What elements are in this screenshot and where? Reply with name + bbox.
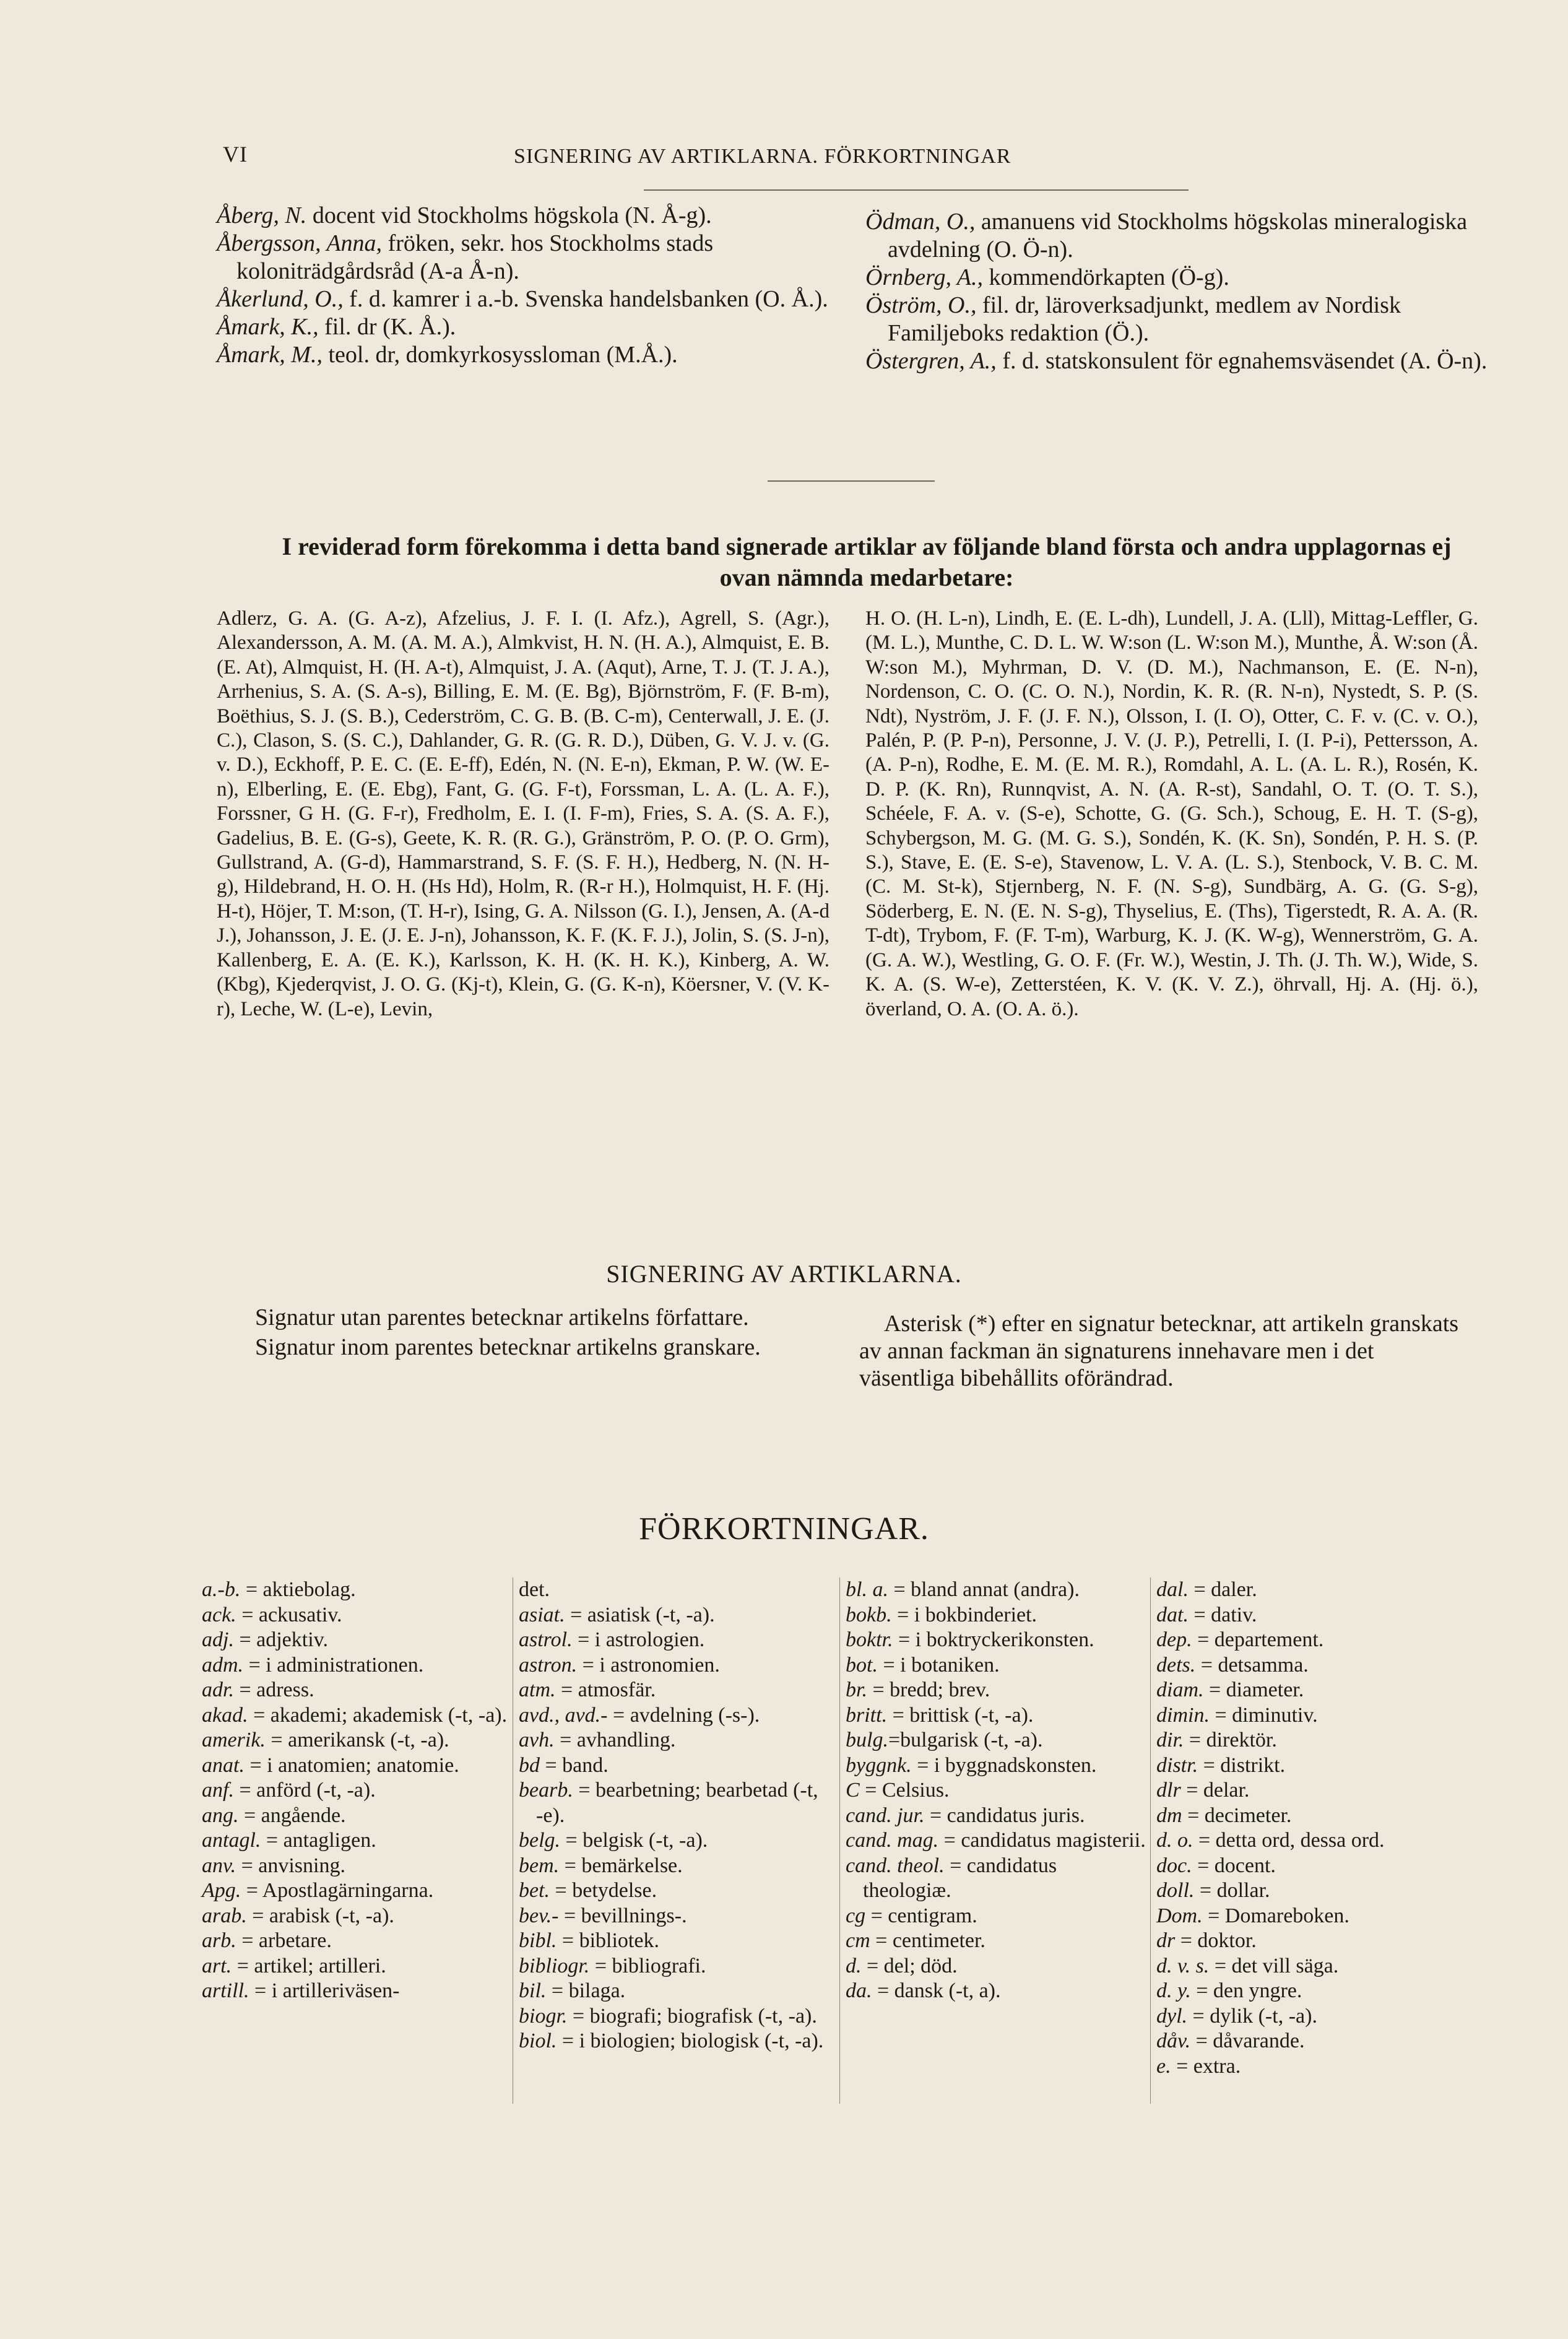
abbreviation-meaning: = i botaniken.: [877, 1653, 1000, 1677]
abbreviation-key: cm: [846, 1929, 870, 1952]
abbreviation-meaning: = direktör.: [1184, 1729, 1277, 1751]
abbreviation-meaning: = candidatus magisterii.: [938, 1829, 1146, 1852]
abbreviation-entry: [1156, 1728, 1478, 1753]
abbreviation-key: byggnk.: [846, 1753, 912, 1777]
abbreviation-meaning: = del; död.: [861, 1954, 958, 1977]
signering-right: [859, 1310, 1472, 1394]
abbreviation-entry: [846, 1603, 1149, 1628]
section-divider: [768, 480, 935, 482]
abbreviation-entry: [1156, 1904, 1478, 1929]
abbreviation-entry: [1156, 1628, 1478, 1653]
abbreviation-meaning: = Domareboken.: [1202, 1904, 1349, 1927]
abbreviation-meaning: = bemärkelse.: [559, 1854, 683, 1877]
abbreviation-key: anv.: [202, 1854, 236, 1877]
column-rule: [839, 1577, 840, 2104]
revised-text-left: Adlerz, G. A. (G. A-z), Afzelius, J. F. I. (I. Afz.), Agrell, S. (Agr.), Alexandersson, A. M. (A. M. A.), Almkvist, H. N. (H. A.), Almquist, E. B. (E. At), Almquist, H. (H. A-t), Almquist, J. A. (Aqut), Arne, T. J. (T. J. A.), Arrhenius, S. A. (S. A-s), Billing, E. M. (E. Bg), Björnström, F. (F. B-m), Boëthius, S. J. (S. B.), Cederström, C. G. B. (B. C-m), Centerwall, J. E. (J. C.), Clason, S. (S. C.), Dahlander, G. R. (G. R. D.), Düben, G. V. J. v. (G. v. D.), Eckhoff, P. E. C. (E. E-ff), Edén, N. (N. E-n), Ekman, P. W. (W. E-n), Elberling, E. (E. Ebg), Fant, G. (G. F-t), Forssman, L. A. (L. A. F.), Forssner, G H. (G. F-r), Fredholm, E. I. (I. F-m), Fries, S. A. (S. A. F.), Gadelius, B. E. (G-s), Geete, K. R. (R. G.), Gränström, P. O. (P. O. Grm), Gullstrand, A. (G-d), Hammarstrand, S. F. (S. F. H.), Hedberg, N. (N. H-g), Hildebrand, H. O. H. (Hs Hd), Holm, R. (R-r H.), Holmquist, H. F. (Hj. H-t), Höjer, T. M:son, (T. H-r), Ising, G. A. Nilsson (G. I.), Jensen, A. (A-d J.), Johansson, J. E. (J. E. J-n), Johansson, K. F. (K. F. J.), Jolin, S. (S. J-n), Kallenberg, E. A. (E. K.), Karlsson, K. H. (K. H. K.), Kinberg, A. W. (Kbg), Kjederqvist, J. O. G. (Kj-t), Klein, G. (G. K-n), Köersner, V. (V. K-r), Leche, W. (L-e), Levin,: [217, 607, 829, 1020]
abbreviation-entry: [1156, 1828, 1478, 1854]
signering-paragraph: Signatur inom parentes betecknar artikelns granskare.: [255, 1334, 761, 1360]
abbreviation-meaning: = centimeter.: [870, 1929, 985, 1952]
abbreviation-key: dåv.: [1156, 2029, 1191, 2052]
abbreviation-key: adj.: [202, 1628, 234, 1651]
abbreviation-entry: [846, 1854, 1149, 1904]
abbreviation-meaning: = angående.: [238, 1803, 346, 1827]
abbreviation-entry: [846, 1678, 1149, 1703]
contributors-left: [217, 202, 829, 369]
abbreviation-entry: [519, 1577, 828, 1603]
abbreviation-entry: [519, 1854, 828, 1879]
abbreviation-key: ack.: [202, 1603, 236, 1626]
abbreviation-key: avh.: [519, 1729, 555, 1751]
abbreviation-key: antagl.: [202, 1829, 261, 1852]
abbreviation-meaning: = candidatus theologiæ.: [863, 1854, 1057, 1902]
abbreviation-entry: [1156, 2029, 1478, 2054]
abbreviation-meaning: = betydelse.: [550, 1879, 657, 1902]
abbreviation-entry: [519, 2004, 828, 2029]
abbreviation-key: biol.: [519, 2029, 557, 2052]
abbreviation-entry: [846, 1929, 1149, 1954]
abbreviation-meaning: = dollar.: [1194, 1879, 1270, 1902]
abbreviation-key: dyl.: [1156, 2004, 1188, 2028]
abbreviation-key: amerik.: [202, 1729, 266, 1751]
abbreviation-entry: [202, 1678, 511, 1703]
abbreviation-meaning: = decimeter.: [1182, 1803, 1292, 1827]
signering-left: [230, 1304, 831, 1363]
abbreviation-meaning: = atmosfär.: [555, 1678, 656, 1701]
abbreviation-entry: [202, 1603, 511, 1628]
abbreviation-key: distr.: [1156, 1753, 1198, 1777]
contributor-entry: Åkerlund, O., f. d. kamrer i a.-b. Svenska handelsbanken (O. Å.).: [217, 286, 828, 312]
abbreviation-meaning: = daler.: [1188, 1578, 1257, 1601]
abbreviation-key: dm: [1156, 1803, 1182, 1827]
abbreviation-entry: [519, 1653, 828, 1678]
abbreviation-meaning: = anvisning.: [236, 1854, 345, 1877]
abbreviation-entry: [1156, 1878, 1478, 1904]
abbreviation-entry: [519, 1954, 828, 1979]
abbreviation-meaning: = artikel; artilleri.: [232, 1954, 386, 1977]
abbreviation-key: C: [846, 1779, 860, 1802]
abbreviation-key: belg.: [519, 1829, 561, 1852]
abbreviation-key: cand. mag.: [846, 1829, 939, 1852]
abbreviation-meaning: = avdelning (-s-).: [607, 1703, 760, 1727]
contributor-entry: Åmark, M., teol. dr, domkyrkosyssloman (M.Å.).: [217, 342, 678, 368]
abbreviation-entry: [202, 1628, 511, 1653]
abbreviation-meaning: = bevillnings-.: [558, 1904, 687, 1927]
abbreviation-meaning: = dåvarande.: [1190, 2029, 1305, 2052]
abbreviation-meaning: = ackusativ.: [236, 1603, 342, 1626]
abbreviation-meaning: = avhandling.: [554, 1729, 676, 1751]
abbreviation-key: anf.: [202, 1779, 234, 1802]
abbreviation-key: astron.: [519, 1653, 578, 1677]
contributor-entry: Öström, O., fil. dr, läroverksadjunkt, medlem av Nordisk Familjeboks redaktion (Ö.).: [865, 292, 1401, 346]
abbreviation-entry: [1156, 1703, 1478, 1729]
abbreviation-entry: [519, 1979, 828, 2004]
abbreviation-entry: [202, 1979, 511, 2004]
abbr-column-3: [846, 1577, 1149, 2004]
abbreviation-entry: [846, 1828, 1149, 1854]
abbreviation-meaning: = asiatisk (-t, -a).: [565, 1603, 715, 1626]
abbreviation-key: Apg.: [202, 1879, 241, 1902]
abbreviation-key: bibliogr.: [519, 1954, 590, 1977]
abbreviation-entry: [1156, 1979, 1478, 2004]
contributors-right: [865, 208, 1491, 375]
abbr-column-2: [519, 1577, 828, 2054]
abbreviation-key: anat.: [202, 1753, 245, 1777]
contributor-entry: Ödman, O., amanuens vid Stockholms högskolas mineralogiska avdelning (O. Ö-n).: [865, 209, 1468, 263]
abbreviation-entry: [846, 1778, 1149, 1803]
abbreviation-key: bev.-: [519, 1904, 559, 1927]
abbreviation-key: bd: [519, 1753, 540, 1777]
abbreviation-key: Dom.: [1156, 1904, 1203, 1927]
abbreviation-entry: [1156, 2004, 1478, 2029]
abbreviation-key: cand. jur.: [846, 1803, 925, 1827]
contributor-entry: Örnberg, A., kommendörkapten (Ö-g).: [865, 264, 1229, 290]
abbreviation-entry: [846, 1728, 1149, 1753]
abbreviation-meaning: = Apostlagärningarna.: [241, 1879, 434, 1902]
page-header: [223, 141, 1182, 178]
abbreviation-entry: [1156, 1653, 1478, 1678]
abbreviation-meaning: = bearbetning; bearbetad (-t, -e).: [536, 1779, 818, 1827]
abbreviation-meaning: = distrikt.: [1198, 1753, 1286, 1777]
abbreviation-entry: [1156, 1778, 1478, 1803]
abbreviation-key: bem.: [519, 1854, 560, 1877]
abbreviation-entry: [202, 1728, 511, 1753]
column-rule: [1150, 1577, 1151, 2104]
abbreviation-entry: [1156, 1603, 1478, 1628]
abbreviation-entry: [846, 1628, 1149, 1653]
abbreviation-entry: [1156, 2054, 1478, 2080]
abbreviation-entry: [202, 1854, 511, 1879]
abbreviation-meaning: = dativ.: [1188, 1603, 1257, 1626]
abbreviation-key: atm.: [519, 1678, 556, 1701]
abbreviation-meaning: = bland annat (andra).: [888, 1578, 1080, 1601]
abbreviation-meaning: = bredd; brev.: [867, 1678, 990, 1701]
abbreviation-meaning: = adjektiv.: [233, 1628, 328, 1651]
abbreviation-entry: [846, 1703, 1149, 1729]
abbreviation-key: avd., avd.-: [519, 1703, 608, 1727]
abbreviation-meaning: = detsamma.: [1195, 1653, 1309, 1677]
abbreviation-key: akad.: [202, 1703, 248, 1727]
running-title: SIGNERING AV ARTIKLARNA. FÖRKORTNINGAR: [514, 145, 1011, 168]
abbreviation-entry: [519, 1603, 828, 1628]
abbreviation-meaning: = doktor.: [1175, 1929, 1257, 1952]
signering-paragraph: Signatur utan parentes betecknar artikelns författare.: [255, 1304, 749, 1330]
abbreviation-entry: [1156, 1678, 1478, 1703]
abbreviation-entry: [202, 1929, 511, 1954]
abbreviation-meaning: = i boktryckerikonsten.: [893, 1628, 1094, 1651]
abbreviation-entry: [519, 1929, 828, 1954]
abbreviation-key: cand. theol.: [846, 1854, 945, 1877]
abbreviation-meaning: = candidatus juris.: [924, 1803, 1085, 1827]
abbreviation-key: d.: [846, 1954, 862, 1977]
abbreviation-meaning: = i administrationen.: [243, 1653, 424, 1677]
abbreviation-key: dat.: [1156, 1603, 1189, 1626]
abbreviation-key: bokb.: [846, 1603, 892, 1626]
abbreviation-entry: [519, 1828, 828, 1854]
abbreviation-meaning: = det vill säga.: [1209, 1954, 1339, 1977]
header-rule: [644, 189, 1189, 191]
abbreviation-meaning: = docent.: [1192, 1854, 1276, 1877]
abbreviation-meaning: det.: [519, 1578, 550, 1601]
abbreviation-key: dep.: [1156, 1628, 1192, 1651]
abbreviation-entry: [202, 1753, 511, 1779]
abbreviation-key: a.-b.: [202, 1578, 241, 1601]
abbreviation-key: d. o.: [1156, 1829, 1193, 1852]
revised-list-right: [865, 607, 1478, 1022]
abbreviation-meaning: = band.: [540, 1753, 609, 1777]
abbreviation-key: cg: [846, 1904, 866, 1927]
abbreviation-key: asiat.: [519, 1603, 565, 1626]
abbreviation-key: arb.: [202, 1929, 236, 1952]
abbreviation-key: britt.: [846, 1703, 888, 1727]
abbreviation-entry: [846, 1979, 1149, 2004]
abbreviation-entry: [202, 1904, 511, 1929]
signering-title: SIGNERING AV ARTIKLARNA.: [606, 1260, 962, 1288]
contributor-entry: Åmark, K., fil. dr (K. Å.).: [217, 314, 456, 340]
abbreviation-meaning: = i artilleriväsen-: [249, 1979, 400, 2002]
abbreviation-entry: [1156, 1753, 1478, 1779]
abbr-column-4: [1156, 1577, 1478, 2079]
abbreviation-meaning: = aktiebolag.: [240, 1578, 356, 1601]
abbreviation-key: br.: [846, 1678, 867, 1701]
abbreviation-meaning: = delar.: [1180, 1779, 1250, 1802]
abbreviation-entry: [519, 1678, 828, 1703]
abbreviation-entry: [519, 2029, 828, 2054]
abbreviation-meaning: =bulgarisk (-t, -a).: [888, 1729, 1043, 1751]
revised-list-left: [217, 607, 829, 1022]
forkortningar-title: FÖRKORTNINGAR.: [639, 1511, 929, 1547]
abbreviation-key: astrol.: [519, 1628, 573, 1651]
abbreviation-entry: [846, 1753, 1149, 1779]
abbreviation-entry: [202, 1828, 511, 1854]
abbreviation-meaning: = i byggnadskonsten.: [911, 1753, 1097, 1777]
abbreviation-meaning: = brittisk (-t, -a).: [887, 1703, 1034, 1727]
abbreviation-meaning: = arabisk (-t, -a).: [246, 1904, 394, 1927]
abbreviation-key: dr: [1156, 1929, 1176, 1952]
abbreviation-entry: [1156, 1854, 1478, 1879]
abbreviation-key: bet.: [519, 1879, 550, 1902]
abbreviation-meaning: = akademi; akademisk (-t, -a).: [248, 1703, 508, 1727]
abbreviation-meaning: = centigram.: [865, 1904, 977, 1927]
abbreviation-entry: [1156, 1954, 1478, 1979]
abbreviation-entry: [202, 1653, 511, 1678]
abbreviation-key: biogr.: [519, 2004, 568, 2028]
abbreviation-meaning: = antagligen.: [261, 1829, 376, 1852]
abbreviation-key: d. y.: [1156, 1979, 1191, 2002]
abbreviation-entry: [846, 1904, 1149, 1929]
abbreviation-key: bil.: [519, 1979, 547, 2002]
abbreviation-key: adr.: [202, 1678, 234, 1701]
abbreviation-key: bibl.: [519, 1929, 557, 1952]
abbreviation-key: da.: [846, 1979, 872, 2002]
contributor-entry: Åbergsson, Anna, fröken, sekr. hos Stockholms stads koloniträdgårdsråd (A-a Å-n).: [217, 230, 714, 284]
abbreviation-meaning: = bibliografi.: [589, 1954, 706, 1977]
abbreviation-meaning: = biografi; biografisk (-t, -a).: [567, 2004, 817, 2028]
abbreviation-entry: [846, 1577, 1149, 1603]
abbreviation-meaning: = bilaga.: [546, 1979, 626, 2002]
abbreviation-entry: [519, 1878, 828, 1904]
abbreviation-key: doc.: [1156, 1854, 1192, 1877]
abbreviation-meaning: = dylik (-t, -a).: [1187, 2004, 1317, 2028]
signering-paragraph: Asterisk (*) efter en signatur betecknar, att artikeln granskats av annan fackman än signaturens innehavare men i det väsentliga bibehållits oförändrad.: [859, 1311, 1459, 1391]
abbreviation-meaning: = bibliotek.: [557, 1929, 659, 1952]
abbreviation-entry: [202, 1703, 511, 1729]
abbreviation-meaning: = i biologien; biologisk (-t, -a).: [557, 2029, 824, 2052]
abbreviation-entry: [1156, 1803, 1478, 1829]
abbreviation-meaning: = Celsius.: [859, 1779, 950, 1802]
abbreviation-entry: [846, 1653, 1149, 1678]
abbreviation-meaning: = dansk (-t, a).: [872, 1979, 1001, 2002]
abbreviation-entry: [202, 1778, 511, 1803]
abbreviation-key: dets.: [1156, 1653, 1196, 1677]
abbreviation-key: dal.: [1156, 1578, 1189, 1601]
contributor-entry: Åberg, N. docent vid Stockholms högskola (N. Å-g).: [217, 202, 712, 228]
abbreviation-key: adm.: [202, 1653, 244, 1677]
revised-heading: I reviderad form förekomma i detta band signerade artiklar av följande bland första och andra upplagornas ej ovan nämnda medarbetare:: [282, 532, 1452, 591]
abbreviation-meaning: = i bokbinderiet.: [891, 1603, 1037, 1626]
abbreviation-entry: [846, 1803, 1149, 1829]
revised-text-right: H. O. (H. L-n), Lindh, E. (E. L-dh), Lundell, J. A. (Lll), Mittag-Leffler, G. (M. L.), Munthe, C. D. L. W. W:son (L. W:son M.), Munthe, Å. W:son (Å. W:son M.), Myhrman, D. V. (D. M.), Nachmanson, E. (E. N-n), Nordenson, C. O. (C. O. N.), Nordin, K. R. (R. N-n), Nystedt, S. P. (S. Ndt), Nyström, J. F. (J. F. N.), Olsson, I. (I. O), Otter, C. F. v. (C. v. O.), Palén, P. (P. P-n), Personne, J. V. (J. P.), Petrelli, I. (I. P-i), Pettersson, A. (A. P-n), Rodhe, E. M. (E. M. R.), Romdahl, A. L. (A. L. R.), Rosén, K. D. P. (K. Rn), Runnqvist, A. N. (A. R-st), Sandahl, O. T. (O. T. S.), Schéele, F. A. v. (S-e), Schotte, G. (G. Sch.), Schoug, E. H. T. (S-g), Schybergson, M. G. (M. G. S.), Sondén, K. (K. Sn), Sondén, P. H. S. (P. S.), Stave, E. (E. S-e), Stavenow, L. V. A. (L. S.), Stenbock, V. B. C. M. (C. M. St-k), Stjernberg, N. F. (N. S-g), Sundbärg, A. G. (G. S-g), Söderberg, E. N. (E. N. S-g), Thyselius, E. (Ths), Tigerstedt, R. A. A. (R. T-dt), Trybom, F. (F. T-m), Warburg, K. J. (K. W-g), Wennerström, G. A. (G. A. W.), Westling, G. O. F. (Fr. W.), Westin, J. Th. (J. Th. W.), Wide, S. K. A. (S. W-e), Zetterstéen, K. V. (K. V. Z.), öhrvall, Hj. A. (Hj. ö.), överland, O. A. (O. A. ö.).: [865, 607, 1478, 1020]
abbreviation-entry: [519, 1904, 828, 1929]
abbreviation-entry: [519, 1628, 828, 1653]
abbreviation-key: ang.: [202, 1803, 239, 1827]
abbreviation-entry: [202, 1803, 511, 1829]
abbreviation-meaning: = i astrologien.: [572, 1628, 705, 1651]
abbreviation-entry: [846, 1954, 1149, 1979]
abbr-column-1: [202, 1577, 511, 2004]
abbreviation-meaning: = detta ord, dessa ord.: [1193, 1829, 1385, 1852]
abbreviation-meaning: = diminutiv.: [1209, 1703, 1318, 1727]
abbreviation-entry: [519, 1703, 828, 1729]
abbreviation-meaning: = arbetare.: [236, 1929, 332, 1952]
abbreviation-key: boktr.: [846, 1628, 893, 1651]
abbreviation-entry: [519, 1753, 828, 1779]
abbreviation-key: arab.: [202, 1904, 247, 1927]
abbreviation-entry: [1156, 1929, 1478, 1954]
abbreviation-entry: [1156, 1577, 1478, 1603]
abbreviation-meaning: = i astronomien.: [577, 1653, 720, 1677]
abbreviation-key: e.: [1156, 2054, 1171, 2078]
abbreviation-key: d. v. s.: [1156, 1954, 1210, 1977]
abbreviation-meaning: = extra.: [1171, 2054, 1241, 2078]
abbreviation-entry: [202, 1954, 511, 1979]
abbreviation-meaning: = amerikansk (-t, -a).: [265, 1729, 449, 1751]
abbreviation-meaning: = diameter.: [1203, 1678, 1304, 1701]
abbreviation-meaning: = i anatomien; anatomie.: [244, 1753, 459, 1777]
abbreviation-key: bl. a.: [846, 1578, 888, 1601]
abbreviation-entry: [202, 1577, 511, 1603]
abbreviation-key: dimin.: [1156, 1703, 1210, 1727]
abbreviation-key: art.: [202, 1954, 232, 1977]
abbreviation-key: doll.: [1156, 1879, 1195, 1902]
abbreviation-key: artill.: [202, 1979, 249, 2002]
page-number: VI: [223, 142, 248, 167]
abbreviation-key: diam.: [1156, 1678, 1204, 1701]
abbreviation-entry: [519, 1728, 828, 1753]
abbreviation-meaning: = departement.: [1192, 1628, 1324, 1651]
contributor-entry: Östergren, A., f. d. statskonsulent för egnahemsväsendet (A. Ö-n).: [865, 348, 1488, 374]
abbreviation-key: bearb.: [519, 1779, 573, 1802]
abbreviation-entry: [202, 1878, 511, 1904]
abbreviation-meaning: = den yngre.: [1190, 1979, 1302, 2002]
abbreviation-key: bulg.: [846, 1729, 888, 1751]
abbreviation-meaning: = belgisk (-t, -a).: [560, 1829, 708, 1852]
abbreviation-entry: [519, 1778, 828, 1828]
abbreviation-meaning: = anförd (-t, -a).: [233, 1779, 376, 1802]
abbreviation-key: bot.: [846, 1653, 878, 1677]
abbreviation-key: dlr: [1156, 1779, 1181, 1802]
abbreviation-key: dir.: [1156, 1729, 1184, 1751]
abbreviation-meaning: = adress.: [233, 1678, 314, 1701]
